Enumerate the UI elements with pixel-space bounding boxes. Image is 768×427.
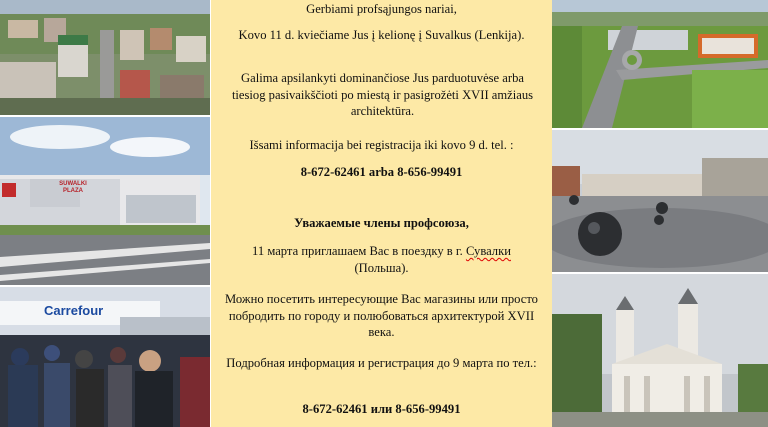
photo-church bbox=[552, 274, 768, 427]
ru-greeting: Уважаемые члены профсоюза, bbox=[294, 216, 469, 230]
lt-activities: Galima apsilankyti dominančiose Jus parduotuvėse arba tiesiog pasivaikščioti po miestą ir pasigrožėti XVII amžiaus architektūra. bbox=[231, 71, 534, 118]
ru-invite-city: Сувалки bbox=[465, 244, 511, 258]
ru-invite-country: (Польша). bbox=[354, 260, 409, 275]
lt-info: Išsami informacija bei registracija iki kovo 9 d. tel. : bbox=[249, 138, 514, 152]
ru-invite bbox=[219, 243, 544, 276]
lt-invite: Kovo 11 d. kviečiame Jus į kelionę į Suvalkus (Lenkija). bbox=[238, 28, 525, 42]
carrefour-sign: Carrefour bbox=[44, 303, 104, 318]
photo-square-spheres bbox=[552, 130, 768, 272]
photo-aerial-roads bbox=[552, 0, 768, 128]
lt-greeting: Gerbiami profsąjungos nariai, bbox=[306, 2, 457, 16]
photo-city-aerial bbox=[0, 0, 210, 115]
photo-suwalki-plaza bbox=[0, 117, 210, 285]
ru-invite-text: 11 марта приглашаем Вас в поездку в г. bbox=[252, 244, 466, 258]
ru-activities: Можно посетить интересующие Вас магазины или просто побродить по городу и полюбоваться архитектурой XVII века. bbox=[225, 292, 538, 339]
mall-sign: SUWALKI PLAZA bbox=[59, 181, 87, 194]
ru-phones: 8-672-62461 или 8-656-99491 bbox=[302, 402, 461, 416]
announcement-panel bbox=[211, 0, 552, 427]
ru-info: Подробная информация и регистрация до 9 марта по тел.: bbox=[226, 356, 537, 370]
photo-carrefour bbox=[0, 287, 210, 427]
lt-phones: 8-672-62461 arba 8-656-99491 bbox=[300, 165, 463, 179]
